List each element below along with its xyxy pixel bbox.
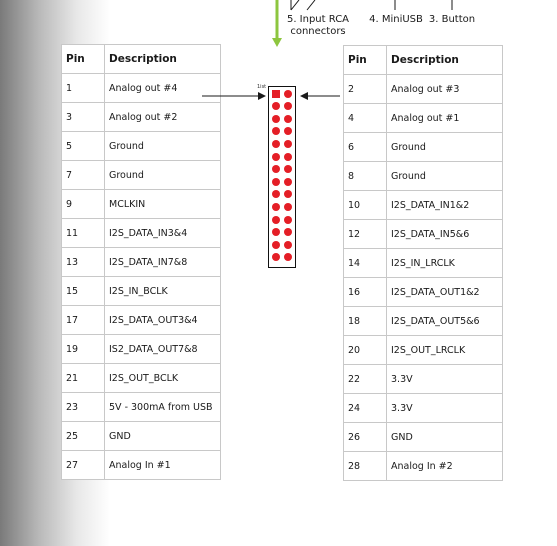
table-row: [344, 336, 503, 365]
pin-number-cell: 16: [344, 278, 387, 307]
pin-column-header: Pin: [344, 46, 387, 75]
table-row: [344, 423, 503, 452]
header-pin: [272, 203, 280, 211]
header-pin: [284, 165, 292, 173]
pin-number-cell: 10: [344, 191, 387, 220]
table-row: [344, 133, 503, 162]
pin-number-cell: 5: [62, 132, 105, 161]
header-pin: [272, 178, 280, 186]
header-pin: [272, 228, 280, 236]
left-arrow-to-pin1: [200, 90, 268, 102]
pin-number-cell: 12: [344, 220, 387, 249]
table-row: [62, 306, 221, 335]
pin-number-cell: 25: [62, 422, 105, 451]
header-pin: [284, 90, 292, 98]
header-pin: [272, 190, 280, 198]
pin-description-cell: MCLKIN: [105, 190, 221, 219]
header-pin: [272, 241, 280, 249]
pin-description-cell: GND: [105, 422, 221, 451]
pin-description-cell: IS2_DATA_OUT7&8: [105, 335, 221, 364]
pin-description-cell: I2S_DATA_OUT1&2: [387, 278, 503, 307]
header-pin: [284, 190, 292, 198]
header-pin: [284, 140, 292, 148]
pin-description-cell: I2S_DATA_IN7&8: [105, 248, 221, 277]
pin-description-cell: I2S_DATA_IN3&4: [105, 219, 221, 248]
table-row: [62, 277, 221, 306]
header-pin: [272, 153, 280, 161]
pin-description-cell: Ground: [105, 161, 221, 190]
pin-number-cell: 23: [62, 393, 105, 422]
header-pin: [284, 253, 292, 261]
odd-pins-table: [61, 44, 221, 480]
table-row: [344, 394, 503, 423]
pin-header-connector: [268, 86, 296, 268]
pin-number-cell: 17: [62, 306, 105, 335]
pin-number-cell: 22: [344, 365, 387, 394]
pin-number-cell: 11: [62, 219, 105, 248]
table-row: [344, 75, 503, 104]
pin-number-cell: 13: [62, 248, 105, 277]
pin-number-cell: 19: [62, 335, 105, 364]
pin-description-cell: I2S_DATA_OUT3&4: [105, 306, 221, 335]
table-row: [62, 219, 221, 248]
pin-number-cell: 7: [62, 161, 105, 190]
table-header-row: [62, 45, 221, 74]
pin-description-cell: 3.3V: [387, 365, 503, 394]
pin-description-cell: 5V - 300mA from USB: [105, 393, 221, 422]
rca-label-line1: 5. Input RCA: [286, 14, 350, 25]
header-pin: [284, 127, 292, 135]
pin-number-cell: 24: [344, 394, 387, 423]
description-column-header: Description: [105, 45, 221, 74]
table-row: [62, 248, 221, 277]
even-pins-table: [343, 45, 503, 481]
header-pin: [272, 216, 280, 224]
pin-number-cell: 15: [62, 277, 105, 306]
table-row: [344, 162, 503, 191]
table-row: [344, 365, 503, 394]
pin-description-cell: I2S_DATA_IN1&2: [387, 191, 503, 220]
pin-description-cell: Analog out #3: [387, 75, 503, 104]
pin-description-cell: Analog In #1: [105, 451, 221, 480]
table-row: [62, 132, 221, 161]
miniusb-label: 4. MiniUSB: [369, 14, 423, 25]
rca-connectors-label: [282, 14, 354, 38]
pin-column-header: Pin: [62, 45, 105, 74]
pin-number-cell: 14: [344, 249, 387, 278]
header-pin: [284, 241, 292, 249]
header-pin: [272, 140, 280, 148]
pin-description-cell: Ground: [105, 132, 221, 161]
table-row: [62, 190, 221, 219]
pin-description-cell: Ground: [387, 133, 503, 162]
pin-number-cell: 3: [62, 103, 105, 132]
pin-description-cell: Analog out #1: [387, 104, 503, 133]
pin-description-cell: GND: [387, 423, 503, 452]
header-pin: [284, 178, 292, 186]
header-pin: [284, 203, 292, 211]
pin-description-cell: I2S_IN_LRCLK: [387, 249, 503, 278]
header-pin: [272, 165, 280, 173]
description-column-header: Description: [387, 46, 503, 75]
table-row: [62, 393, 221, 422]
pin-description-cell: Analog out #4: [105, 74, 221, 103]
pin-description-cell: I2S_OUT_LRCLK: [387, 336, 503, 365]
right-arrow-to-pin2: [298, 90, 344, 102]
table-row: [344, 191, 503, 220]
header-pin: [284, 216, 292, 224]
pin-number-cell: 21: [62, 364, 105, 393]
table-row: [344, 278, 503, 307]
pin-description-cell: Ground: [387, 162, 503, 191]
header-pin: [272, 90, 280, 98]
pin-description-cell: I2S_IN_BCLK: [105, 277, 221, 306]
header-pin: [284, 115, 292, 123]
table-row: [62, 103, 221, 132]
pin-number-cell: 27: [62, 451, 105, 480]
header-pin: [272, 102, 280, 110]
pin-description-cell: Analog In #2: [387, 452, 503, 481]
header-pin: [284, 153, 292, 161]
table-row: [62, 451, 221, 480]
table-row: [344, 104, 503, 133]
header-pin: [272, 253, 280, 261]
table-row: [344, 249, 503, 278]
table-row: [62, 364, 221, 393]
pin-number-cell: 1: [62, 74, 105, 103]
table-row: [344, 307, 503, 336]
pin-number-cell: 4: [344, 104, 387, 133]
pin-number-cell: 8: [344, 162, 387, 191]
header-pin: [284, 228, 292, 236]
pin-number-cell: 20: [344, 336, 387, 365]
pin-description-cell: Analog out #2: [105, 103, 221, 132]
header-pin: [272, 115, 280, 123]
pin-description-cell: I2S_DATA_IN5&6: [387, 220, 503, 249]
table-row: [62, 161, 221, 190]
pin-number-cell: 2: [344, 75, 387, 104]
button-label: 3. Button: [428, 14, 476, 25]
pin-number-cell: 26: [344, 423, 387, 452]
pin-description-cell: I2S_DATA_OUT5&6: [387, 307, 503, 336]
pin-number-cell: 9: [62, 190, 105, 219]
table-header-row: [344, 46, 503, 75]
pin-description-cell: 3.3V: [387, 394, 503, 423]
pin-description-cell: I2S_OUT_BCLK: [105, 364, 221, 393]
header-pin: [284, 102, 292, 110]
pin-number-cell: 6: [344, 133, 387, 162]
table-row: [62, 422, 221, 451]
table-row: [62, 335, 221, 364]
rca-label-line2: connectors: [290, 26, 346, 37]
table-row: [344, 452, 503, 481]
pin1-marker-label: 1ist: [257, 84, 267, 90]
table-row: [62, 74, 221, 103]
table-row: [344, 220, 503, 249]
pin-number-cell: 28: [344, 452, 387, 481]
header-pin: [272, 127, 280, 135]
pin-number-cell: 18: [344, 307, 387, 336]
